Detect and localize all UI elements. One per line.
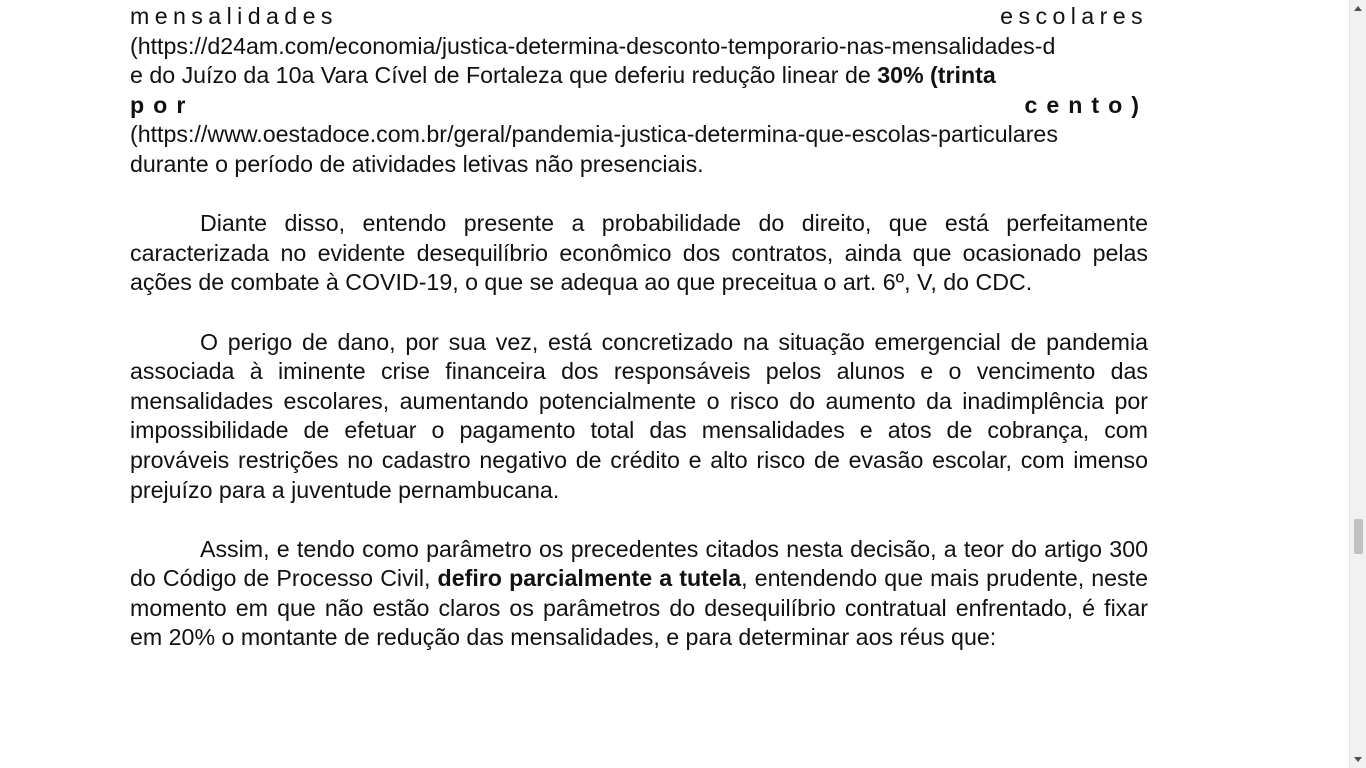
line-fortaleza-bold: 30% (trinta: [877, 62, 996, 89]
vertical-scrollbar[interactable]: [1349, 0, 1366, 768]
line-spaced-2: [130, 91, 1148, 121]
url-oestadoce: (https://www.oestadoce.com.br/geral/pandemia-justica-determina-que-escolas-particulares: [130, 121, 1058, 148]
word-por: por: [130, 91, 195, 118]
paragraph-perigo: O perigo de dano, por sua vez, está concretizado na situação emergencial de pandemia associada à iminente crise financeira dos responsáveis pelos alunos e o vencimento das mensalidades escolares, aumentando potencialmente o risco do aumento da inadimplência por impossibilidade de efetuar o pagamento total das mensalidades e atos de cobrança, com prováveis restrições no cadastro negativo de crédito e alto risco de evasão escolar, com imenso prejuízo para a juventude pernambucana.: [130, 328, 1148, 503]
scroll-down-button[interactable]: [1350, 751, 1366, 768]
paragraph-assim-before: Assim, e tendo como parâmetro os precedentes citados nesta decisão, a teor do artigo 300 do Código de Processo Civil,: [130, 535, 1148, 592]
word-mensalidades: mensalidades: [130, 3, 338, 29]
url-d24am: (https://d24am.com/economia/justica-determina-desconto-temporario-nas-mensalidades-d: [130, 32, 1056, 59]
scroll-up-button[interactable]: [1350, 0, 1366, 17]
paragraph-diante: Diante disso, entendo presente a probabilidade do direito, que está perfeitamente caracterizada no evidente desequilíbrio econômico dos contratos, ainda que ocasionado pelas ações de combate à COVID-19, o que se adequa ao que preceitua o art. 6º, V, do CDC.: [130, 210, 1148, 296]
paragraph-assim: [130, 535, 1148, 653]
line-fortaleza: [130, 61, 1148, 91]
scroll-up-icon: [1354, 6, 1362, 11]
document-body: [130, 2, 1148, 653]
scrollbar-thumb[interactable]: [1354, 519, 1363, 554]
line-fortaleza-text: e do Juízo da 10a Vara Cível de Fortaleza que deferiu redução linear de: [130, 62, 878, 89]
paragraph-assim-after: , entendendo que mais prudente, neste momento em que não estão claros os parâmetros do desequilíbrio contratual enfrentado, é fixar em 20% o montante de redução das mensalidades, e para determinar aos réus que:: [130, 565, 1148, 651]
scroll-down-icon: [1354, 757, 1362, 762]
word-cento: cento): [1024, 91, 1148, 118]
paragraph-assim-bold: defiro parcialmente a tutela: [437, 565, 742, 592]
word-escolares: escolares: [1000, 3, 1148, 29]
line-spaced-1: [130, 2, 1148, 32]
line-periodo: durante o período de atividades letivas não presenciais.: [130, 150, 704, 177]
